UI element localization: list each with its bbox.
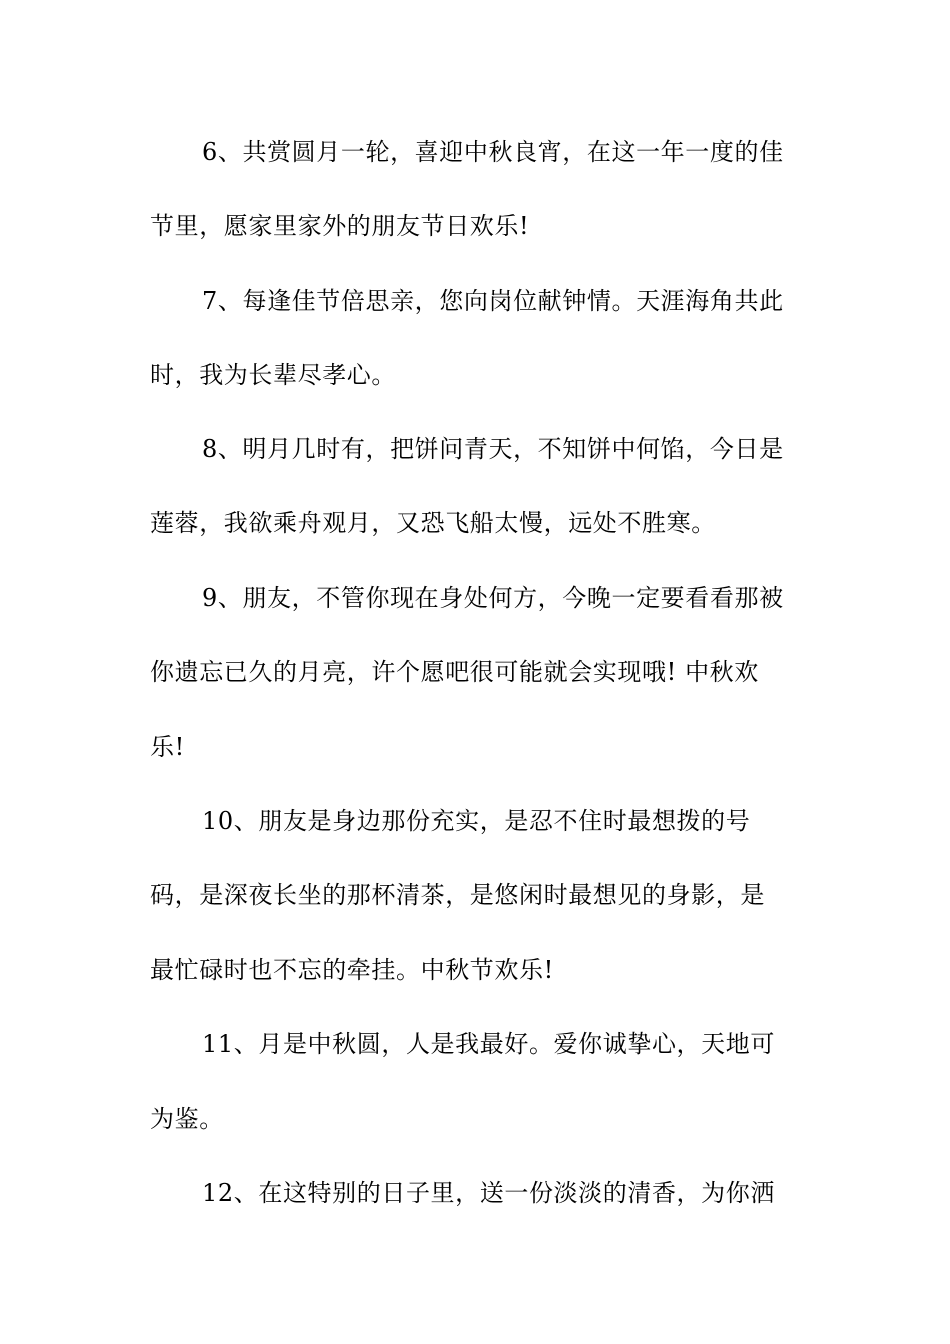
text-line: 乐! <box>150 733 185 761</box>
text-line: 莲蓉，我欲乘舟观月，又恐飞船太慢，远处不胜寒。 <box>150 509 716 537</box>
text-line: 6、共赏圆月一轮，喜迎中秋良宵，在这一年一度的佳 <box>202 138 784 166</box>
text-line: 节里，愿家里家外的朋友节日欢乐! <box>150 212 530 240</box>
text-line: 8、明月几时有，把饼问青天，不知饼中何馅，今日是 <box>202 435 784 463</box>
text-line: 最忙碌时也不忘的牵挂。中秋节欢乐! <box>150 956 554 984</box>
text-line: 时，我为长辈尽孝心。 <box>150 361 396 389</box>
text-line: 为鉴。 <box>150 1105 224 1133</box>
text-line: 7、每逢佳节倍思亲，您向岗位献钟情。天涯海角共此 <box>202 287 784 315</box>
text-line: 码，是深夜长坐的那杯清茶，是悠闲时最想见的身影，是 <box>150 881 765 909</box>
text-line: 你遗忘已久的月亮，许个愿吧很可能就会实现哦! 中秋欢 <box>150 658 759 686</box>
text-line: 10、朋友是身边那份充实，是忍不住时最想拨的号 <box>202 807 751 835</box>
text-line: 11、月是中秋圆，人是我最好。爱你诚挚心，天地可 <box>202 1030 775 1058</box>
text-line: 9、朋友，不管你现在身处何方，今晚一定要看看那被 <box>202 584 784 612</box>
text-line: 12、在这特别的日子里，送一份淡淡的清香，为你洒 <box>202 1179 775 1207</box>
